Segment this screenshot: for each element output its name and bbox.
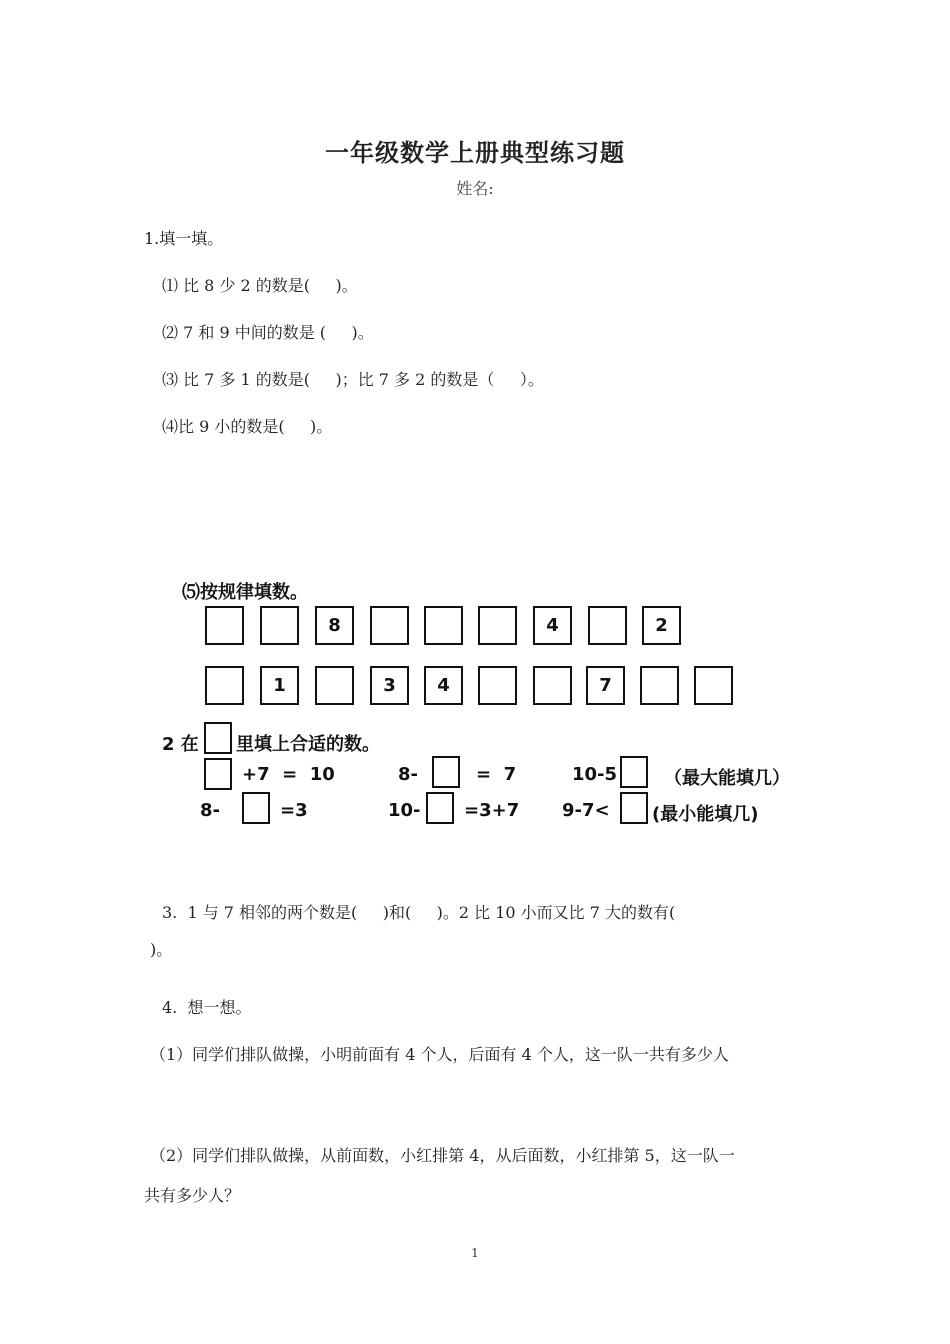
pattern-box xyxy=(640,666,679,705)
answer-box xyxy=(242,792,270,824)
page-number: 1 xyxy=(471,1246,479,1260)
pattern-box xyxy=(533,666,572,705)
pattern-box xyxy=(478,666,517,705)
eq1c-post: （最大能填几） xyxy=(664,768,790,789)
answer-box xyxy=(204,758,232,790)
pattern-box xyxy=(424,606,463,645)
pattern-box xyxy=(205,606,244,645)
q5-heading: ⑸按规律填数。 xyxy=(182,582,308,603)
pattern-box: 1 xyxy=(260,666,299,705)
q2-heading-prefix: 2 在 xyxy=(162,734,199,755)
q3-line-2: )。 xyxy=(150,940,173,959)
eq1b-pre: 8- xyxy=(398,764,418,785)
pattern-box xyxy=(315,666,354,705)
eq1b-post: = 7 xyxy=(476,764,517,785)
q1-item-2: ⑵ 7 和 9 中间的数是 ( )。 xyxy=(162,323,374,342)
eq1c-pre: 10-5 xyxy=(572,764,618,785)
answer-box xyxy=(620,792,648,824)
q4-part-2-line-2: 共有多少人？ xyxy=(144,1186,241,1205)
answer-box xyxy=(620,756,648,788)
pattern-box xyxy=(260,606,299,645)
pattern-box xyxy=(694,666,733,705)
pattern-box: 2 xyxy=(642,606,681,645)
pattern-box: 3 xyxy=(370,666,409,705)
pattern-box: 4 xyxy=(533,606,572,645)
q4-part-2-line-1: （2）同学们排队做操，从前面数，小红排第 4，从后面数，小红排第 5，这一队一 xyxy=(150,1146,735,1165)
page-title: 一年级数学上册典型练习题 xyxy=(325,138,625,167)
pattern-box: 8 xyxy=(315,606,354,645)
answer-box xyxy=(432,756,460,788)
eq2a-post: =3 xyxy=(280,800,308,821)
answer-box xyxy=(426,792,454,824)
q1-item-1: ⑴ 比 8 少 2 的数是( )。 xyxy=(162,276,358,295)
q4-part-1: （1）同学们排队做操，小明前面有 4 个人，后面有 4 个人，这一队一共有多少人 xyxy=(150,1045,729,1064)
eq2c-pre: 9-7< xyxy=(562,800,610,821)
eq2c-post: (最小能填几) xyxy=(652,804,759,825)
q1-item-4: ⑷比 9 小的数是( )。 xyxy=(162,417,333,436)
eq2b-post: =3+7 xyxy=(464,800,520,821)
eq2a-pre: 8- xyxy=(200,800,220,821)
answer-box xyxy=(204,722,232,754)
name-label: 姓名: xyxy=(456,179,494,198)
pattern-box: 4 xyxy=(424,666,463,705)
eq1a-text: +7 = 10 xyxy=(242,764,335,785)
eq2b-pre: 10- xyxy=(388,800,421,821)
q1-item-3: ⑶ 比 7 多 1 的数是( )；比 7 多 2 的数是（ ）。 xyxy=(162,370,544,389)
pattern-box: 7 xyxy=(586,666,625,705)
q2-heading-suffix: 里填上合适的数。 xyxy=(236,734,380,755)
q1-heading: 1.填一填。 xyxy=(144,229,224,248)
pattern-box xyxy=(205,666,244,705)
pattern-box xyxy=(588,606,627,645)
q4-heading: 4. 想一想。 xyxy=(162,998,252,1017)
pattern-box xyxy=(370,606,409,645)
pattern-box xyxy=(478,606,517,645)
q3-line-1: 3. 1 与 7 相邻的两个数是( )和( )。2 比 10 小而又比 7 大的数有( xyxy=(162,903,676,922)
